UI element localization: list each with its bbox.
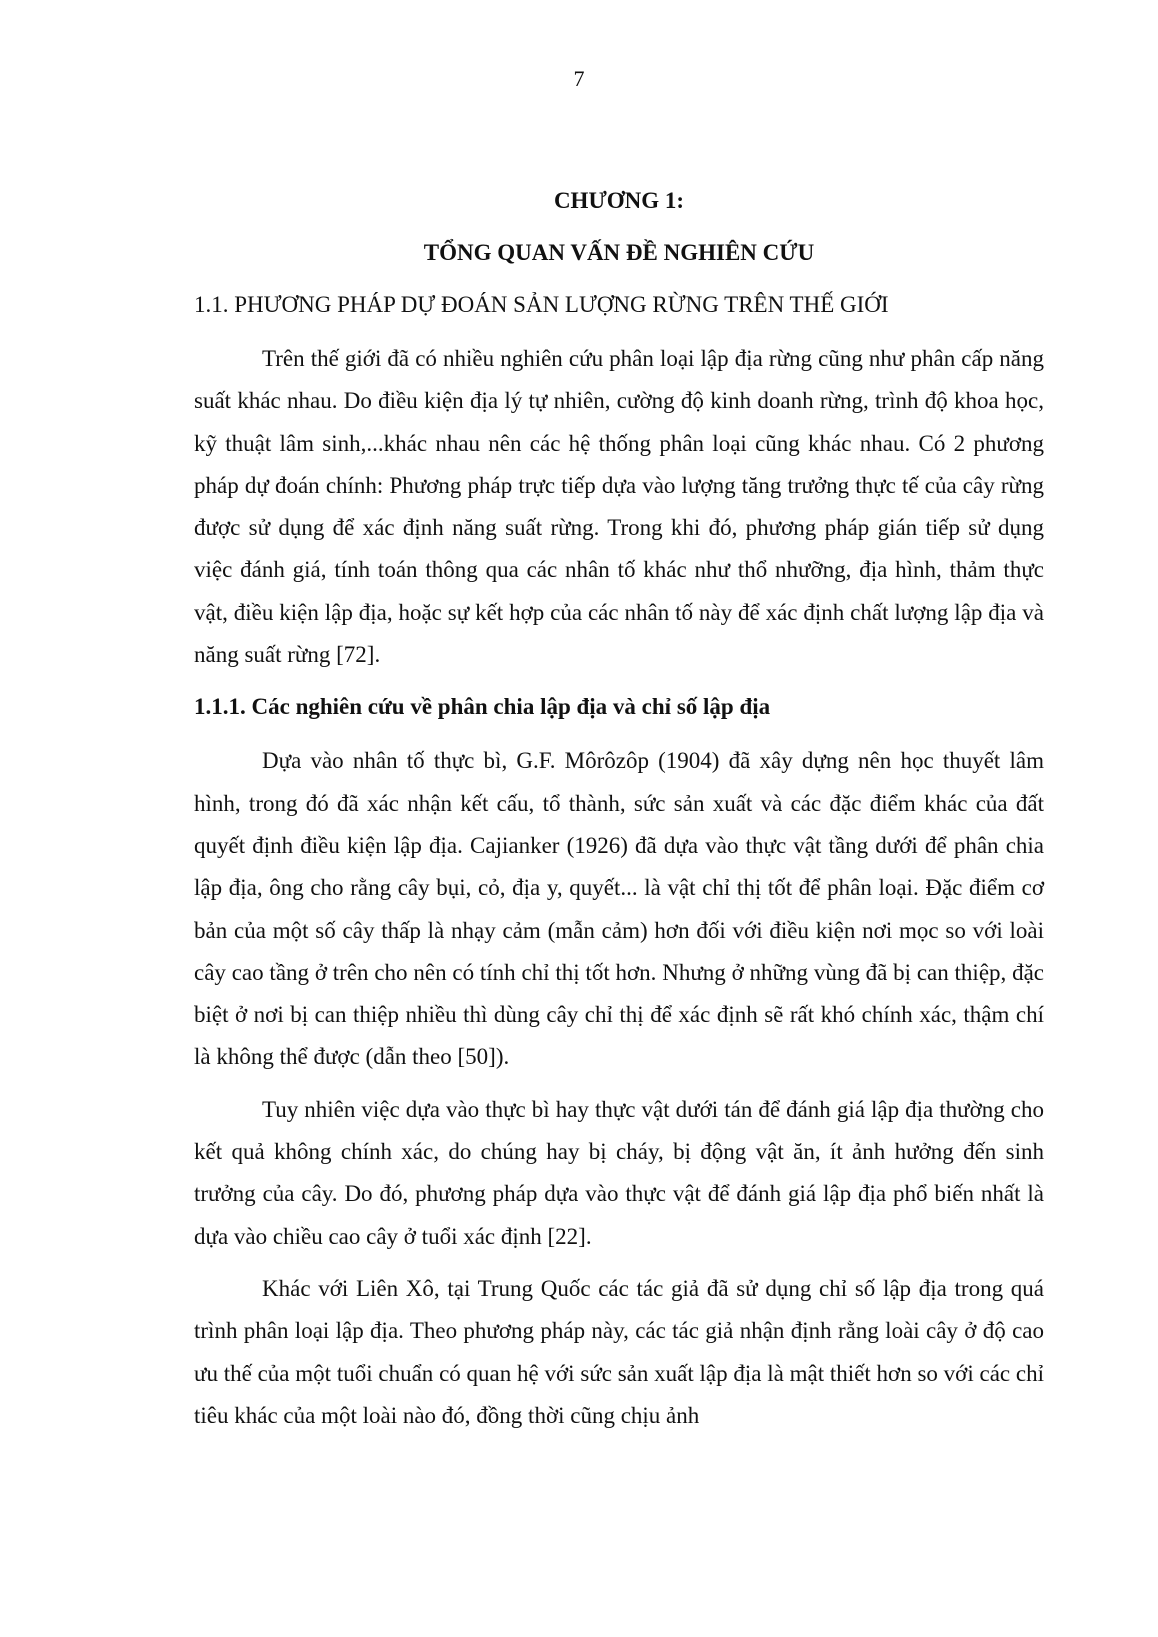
page-content <box>194 180 1044 1447</box>
body-paragraph-2: Tuy nhiên việc dựa vào thực bì hay thực vật dưới tán để đánh giá lập địa thường cho kết quả không chính xác, do chúng hay bị cháy, bị động vật ăn, ít ảnh hưởng đến sinh trưởng của cây. Do đó, phương pháp dựa vào thực vật để đánh giá lập địa phổ biến nhất là dựa vào chiều cao cây ở tuổi xác định [22]. <box>194 1096 1044 1249</box>
section-heading: 1.1. PHƯƠNG PHÁP DỰ ĐOÁN SẢN LƯỢNG RỪNG TRÊN THẾ GIỚI <box>194 292 889 317</box>
chapter-label: CHƯƠNG 1: <box>553 188 685 213</box>
page-number: 7 <box>573 66 585 91</box>
section-intro-paragraph: Trên thế giới đã có nhiều nghiên cứu phân loại lập địa rừng cũng như phân cấp năng suất khác nhau. Do điều kiện địa lý tự nhiên, cường độ kinh doanh rừng, trình độ khoa học, kỹ thuật lâm sinh,...khác nhau nên các hệ thống phân loại cũng khác nhau. Có 2 phương pháp dự đoán chính: Phương pháp trực tiếp dựa vào lượng tăng trưởng thực tế của cây rừng được sử dụng để xác định năng suất rừng. Trong khi đó, phương pháp gián tiếp sử dụng việc đánh giá, tính toán thông qua các nhân tố khác như thổ nhưỡng, địa hình, thảm thực vật, điều kiện lập địa, hoặc sự kết hợp của các nhân tố này để xác định chất lượng lập địa và năng suất rừng [72]. <box>194 346 1044 668</box>
body-paragraph-1: Dựa vào nhân tố thực bì, G.F. Môrôzôp (1904) đã xây dựng nên học thuyết lâm hình, trong đó đã xác nhận kết cấu, tổ thành, sức sản xuất và các đặc điểm khác của đất quyết định điều kiện lập địa. Cajianker (1926) đã dựa vào thực vật tầng dưới để phân chia lập địa, ông cho rằng cây bụi, cỏ, địa y, quyết... là vật chỉ thị tốt để phân loại. Đặc điểm cơ bản của một số cây thấp là nhạy cảm (mẫn cảm) hơn đối với điều kiện nơi mọc so với loài cây cao tầng ở trên cho nên có tính chỉ thị tốt hơn. Nhưng ở những vùng đã bị can thiệp, đặc biệt ở nơi bị can thiệp nhiều thì dùng cây chỉ thị để xác định sẽ rất khó chính xác, thậm chí là không thể được (dẫn theo [50]). <box>194 748 1044 1070</box>
chapter-title: TỔNG QUAN VẤN ĐỀ NGHIÊN CỨU <box>423 240 815 265</box>
subsection-heading: 1.1.1. Các nghiên cứu về phân chia lập địa và chỉ số lập địa <box>194 694 771 720</box>
body-paragraph-3: Khác với Liên Xô, tại Trung Quốc các tác giả đã sử dụng chỉ số lập địa trong quá trình phân loại lập địa. Theo phương pháp này, các tác giả nhận định rằng loài cây ở độ cao ưu thế của một tuổi chuẩn có quan hệ với sức sản xuất lập địa là mật thiết hơn so với các chỉ tiêu khác của một loài nào đó, đồng thời cũng chịu ảnh <box>194 1275 1044 1428</box>
